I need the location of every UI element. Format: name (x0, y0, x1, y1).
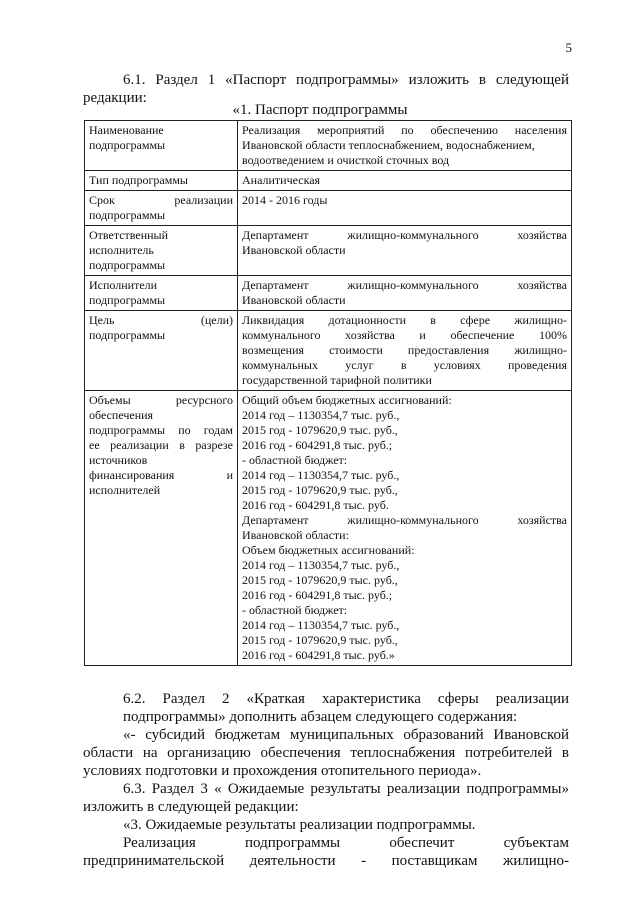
row-value-line: государственной тарифной политики (242, 373, 432, 387)
row-key-line: исполнителей (89, 483, 161, 497)
row-value-line: - областной бюджет: (242, 603, 348, 617)
row-key-cell (85, 121, 238, 171)
row-value-cell (238, 171, 572, 191)
row-value-line: Общий объем бюджетных ассигнований: (242, 393, 452, 407)
table-row (85, 171, 572, 191)
row-key-line: Ответственный (89, 228, 169, 242)
row-value-cell (238, 276, 572, 311)
row-value-line: Ивановской области: (242, 528, 349, 542)
p62-line-2: подпрограммы» дополнить абзацем следующего содержания: (123, 709, 518, 725)
row-key-line: финансирования и (89, 468, 233, 482)
row-key-cell (85, 391, 238, 666)
p-sub-line-2: области на организацию обеспечения теплоснабжения потребителей в (83, 745, 569, 761)
p3-line-1: «3. Ожидаемые результаты реализации подпрограммы. (123, 817, 476, 833)
table-title: «1. Паспорт подпрограммы (232, 102, 408, 118)
p-real-line-2: предпринимательской деятельности - поставщикам жилищно- (83, 853, 569, 869)
row-key-line: подпрограммы (89, 293, 166, 307)
row-key-line: Исполнители (89, 278, 158, 292)
table-row (85, 226, 572, 276)
row-value-line: Ивановской области теплоснабжением, водоснабжением, (242, 138, 535, 152)
table-row (85, 276, 572, 311)
row-value-line: 2014 год – 1130354,7 тыс. руб., (242, 618, 400, 632)
row-value-line: коммунального хозяйства и обеспечение 100% (242, 328, 567, 342)
row-value-cell (238, 121, 572, 171)
row-key-cell (85, 171, 238, 191)
row-value-line: 2016 год - 604291,8 тыс. руб.; (242, 588, 393, 602)
row-value-line: 2016 год - 604291,8 тыс. руб.» (242, 648, 395, 662)
page-number: 5 (565, 40, 572, 55)
p-sub-line-3: условиях подготовки и прохождения отопительного периода». (83, 763, 482, 779)
row-value-line: 2015 год - 1079620,9 тыс. руб., (242, 573, 398, 587)
row-key-line: обеспечения (89, 408, 154, 422)
row-value-line: водоотведением и очисткой сточных вод (242, 153, 450, 167)
row-value-cell (238, 311, 572, 391)
row-key-line: подпрограммы по годам (89, 423, 233, 437)
row-value-line: Реализация мероприятий по обеспечению населения (242, 123, 567, 137)
row-value-cell (238, 391, 572, 666)
row-key-cell (85, 226, 238, 276)
table-row (85, 391, 572, 666)
row-value-line: 2014 год – 1130354,7 тыс. руб., (242, 558, 400, 572)
p62-line-1: 6.2. Раздел 2 «Краткая характеристика сферы реализации (123, 691, 569, 707)
passport-table-body (85, 121, 572, 666)
row-value-line: 2015 год - 1079620,9 тыс. руб., (242, 483, 398, 497)
row-key-line: подпрограммы (89, 328, 166, 342)
row-value-line: Ликвидация дотационности в сфере жилищно- (242, 313, 567, 327)
row-value-cell (238, 226, 572, 276)
p-real-line-1: Реализация подпрограммы обеспечит субъектам (123, 835, 569, 851)
passport-table (84, 120, 572, 666)
row-value-cell (238, 191, 572, 226)
row-value-line: 2014 год – 1130354,7 тыс. руб., (242, 408, 400, 422)
row-value-line: Департамент жилищно-коммунального хозяйства (242, 228, 567, 242)
row-key-line: Наименование (89, 123, 164, 137)
row-value-line: 2014 год – 1130354,7 тыс. руб., (242, 468, 400, 482)
row-value-line: Аналитическая (242, 173, 321, 187)
row-key-line: Срок реализации (89, 193, 233, 207)
row-key-cell (85, 191, 238, 226)
row-value-line: 2015 год - 1079620,9 тыс. руб., (242, 423, 398, 437)
row-key-line: источников (89, 453, 148, 467)
row-value-line: Департамент жилищно-коммунального хозяйства (242, 278, 567, 292)
row-value-line: Ивановской области (242, 293, 346, 307)
p63-line-2: изложить в следующей редакции: (83, 799, 299, 815)
intro-line-1: 6.1. Раздел 1 «Паспорт подпрограммы» изложить в следующей (123, 72, 569, 88)
row-value-line: 2016 год - 604291,8 тыс. руб. (242, 498, 389, 512)
row-key-cell (85, 311, 238, 391)
row-value-line: Ивановской области (242, 243, 346, 257)
p-sub-line-1: «- субсидий бюджетам муниципальных образований Ивановской (123, 727, 569, 743)
row-key-line: Объемы ресурсного (89, 393, 233, 407)
row-value-line: - областной бюджет: (242, 453, 348, 467)
row-key-line: Цель (цели) (89, 313, 233, 327)
row-value-line: Объем бюджетных ассигнований: (242, 543, 415, 557)
intro-line-2: редакции: (83, 90, 147, 106)
row-key-line: Тип подпрограммы (89, 173, 188, 187)
row-key-line: подпрограммы (89, 258, 166, 272)
row-value-line: Департамент жилищно-коммунального хозяйства (242, 513, 567, 527)
row-value-line: 2015 год - 1079620,9 тыс. руб., (242, 633, 398, 647)
row-value-line: коммунальных услуг в условиях проведения (242, 358, 567, 372)
row-key-line: подпрограммы (89, 138, 166, 152)
after-text (83, 690, 569, 870)
p63-line-1: 6.3. Раздел 3 « Ожидаемые результаты реализации подпрограммы» (123, 781, 569, 797)
table-row (85, 191, 572, 226)
row-value-line: возмещения стоимости предоставления жилищно- (242, 343, 567, 357)
row-key-line: исполнитель (89, 243, 154, 257)
row-key-line: подпрограммы (89, 208, 166, 222)
table-row (85, 121, 572, 171)
row-key-cell (85, 276, 238, 311)
row-value-line: 2014 - 2016 годы (242, 193, 328, 207)
row-value-line: 2016 год - 604291,8 тыс. руб.; (242, 438, 393, 452)
row-key-line: ее реализации в разрезе (89, 438, 233, 452)
table-row (85, 311, 572, 391)
